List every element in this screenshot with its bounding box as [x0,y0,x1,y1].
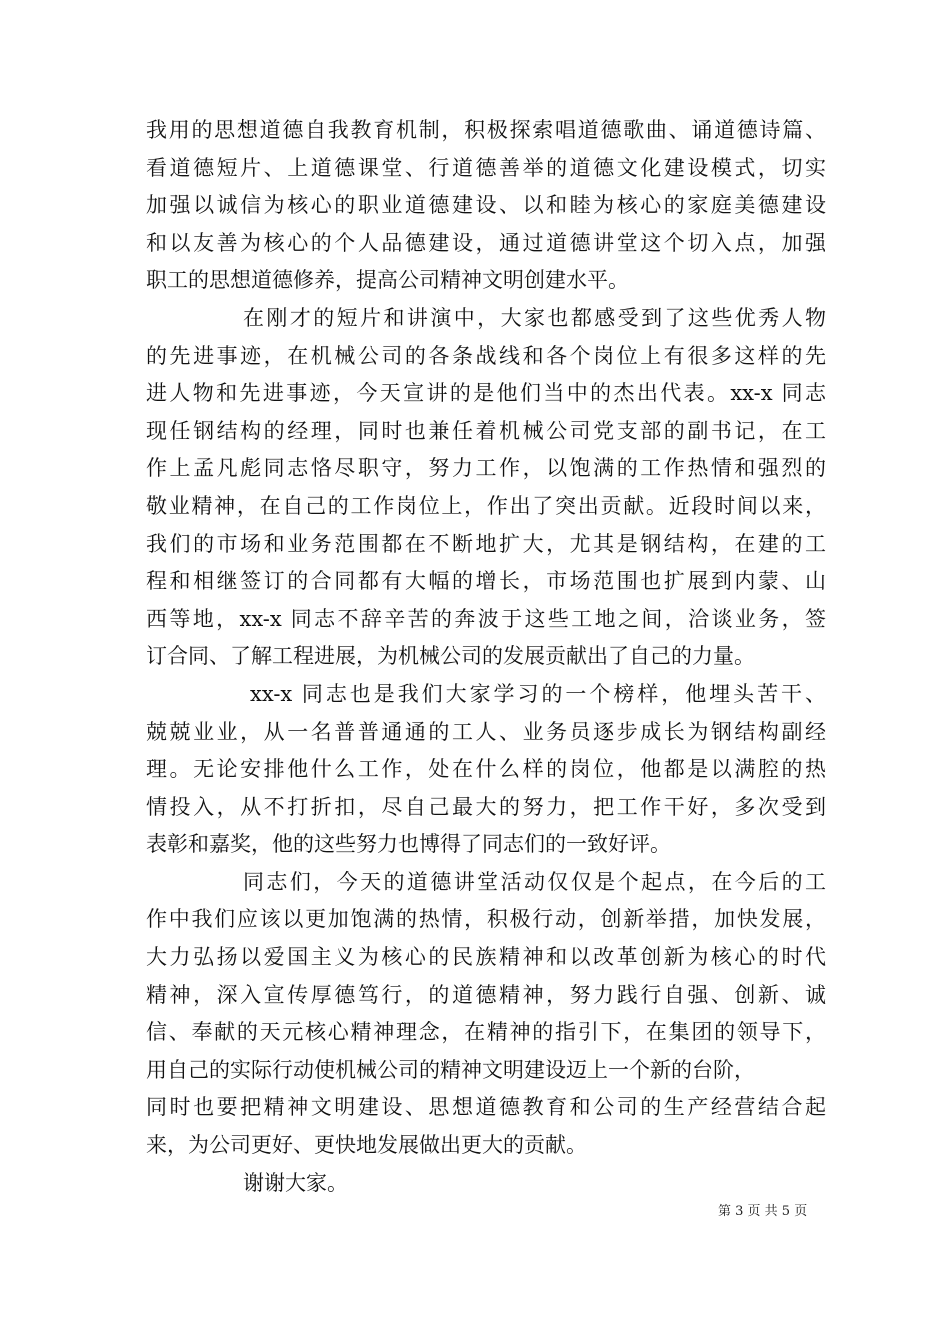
text-line: 西等地，xx-x 同志不辞辛苦的奔波于这些工地之间，洽谈业务，签 [146,606,826,631]
text-line: 用自己的实际行动使机械公司的精神文明建设迈上一个新的台阶， [146,1057,755,1082]
text-line: 进人物和先进事迹，今天宣讲的是他们当中的杰出代表。xx-x 同志 [146,381,826,406]
text-line: 情投入，从不打折扣，尽自己最大的努力，把工作干好，多次受到 [146,794,826,819]
text-line: 大力弘扬以爱国主义为核心的民族精神和以改革创新为核心的时代 [146,945,826,970]
text-line: 订合同、了解工程进展，为机械公司的发展贡献出了自己的力量。 [146,644,755,669]
text-line: 作上孟凡彪同志恪尽职守，努力工作，以饱满的工作热情和强烈的 [146,456,826,481]
text-line: 看道德短片、上道德课堂、行道德善举的道德文化建设模式，切实 [146,155,826,180]
paragraph-start-line: xx-x 同志也是我们大家学习的一个榜样，他埋头苦干、 [250,681,826,706]
document-body [146,112,826,1202]
text-line: 加强以诚信为核心的职业道德建设、以和睦为核心的家庭美德建设 [146,193,826,218]
text-line: 和以友善为核心的个人品德建设，通过道德讲堂这个切入点，加强 [146,230,826,255]
text-line: 程和相继签订的合同都有大幅的增长，市场范围也扩展到内蒙、山 [146,569,826,594]
text-line: 精神，深入宣传厚德笃行，的道德精神，努力践行自强、创新、诚 [146,982,826,1007]
text-line: 理。无论安排他什么工作，处在什么样的岗位，他都是以满腔的热 [146,757,826,782]
text-line: 的先进事迹，在机械公司的各条战线和各个岗位上有很多这样的先 [146,343,826,368]
paragraph-start-line: 在刚才的短片和讲演中，大家也都感受到了这些优秀人物 [243,305,826,330]
text-line: 表彰和嘉奖，他的这些努力也博得了同志们的一致好评。 [146,832,671,857]
text-line: 敬业精神，在自己的工作岗位上，作出了突出贡献。近段时间以来， [146,493,826,518]
text-line: 我们的市场和业务范围都在不断地扩大，尤其是钢结构，在建的工 [146,531,826,556]
text-line: 职工的思想道德修养，提高公司精神文明创建水平。 [146,268,629,293]
text-line: 兢兢业业，从一名普普通通的工人、业务员逐步成长为钢结构副经 [146,719,826,744]
text-line: 作中我们应该以更加饱满的热情，积极行动，创新举措，加快发展， [146,907,826,932]
text-line: 我用的思想道德自我教育机制，积极探索唱道德歌曲、诵道德诗篇、 [146,118,826,142]
text-line: 来，为公司更好、更快地发展做出更大的贡献。 [146,1133,587,1158]
text-line: 现任钢结构的经理，同时也兼任着机械公司党支部的副书记，在工 [146,418,826,443]
paragraph-start-line: 同志们，今天的道德讲堂活动仅仅是个起点，在今后的工 [243,869,826,894]
page-number: 第 3 页 共 5 页 [718,1204,808,1219]
text-line: 同时也要把精神文明建设、思想道德教育和公司的生产经营结合起 [146,1095,826,1120]
text-line: 信、奉献的天元核心精神理念，在精神的指引下，在集团的领导下， [146,1020,826,1045]
closing-line: 谢谢大家。 [243,1170,348,1195]
